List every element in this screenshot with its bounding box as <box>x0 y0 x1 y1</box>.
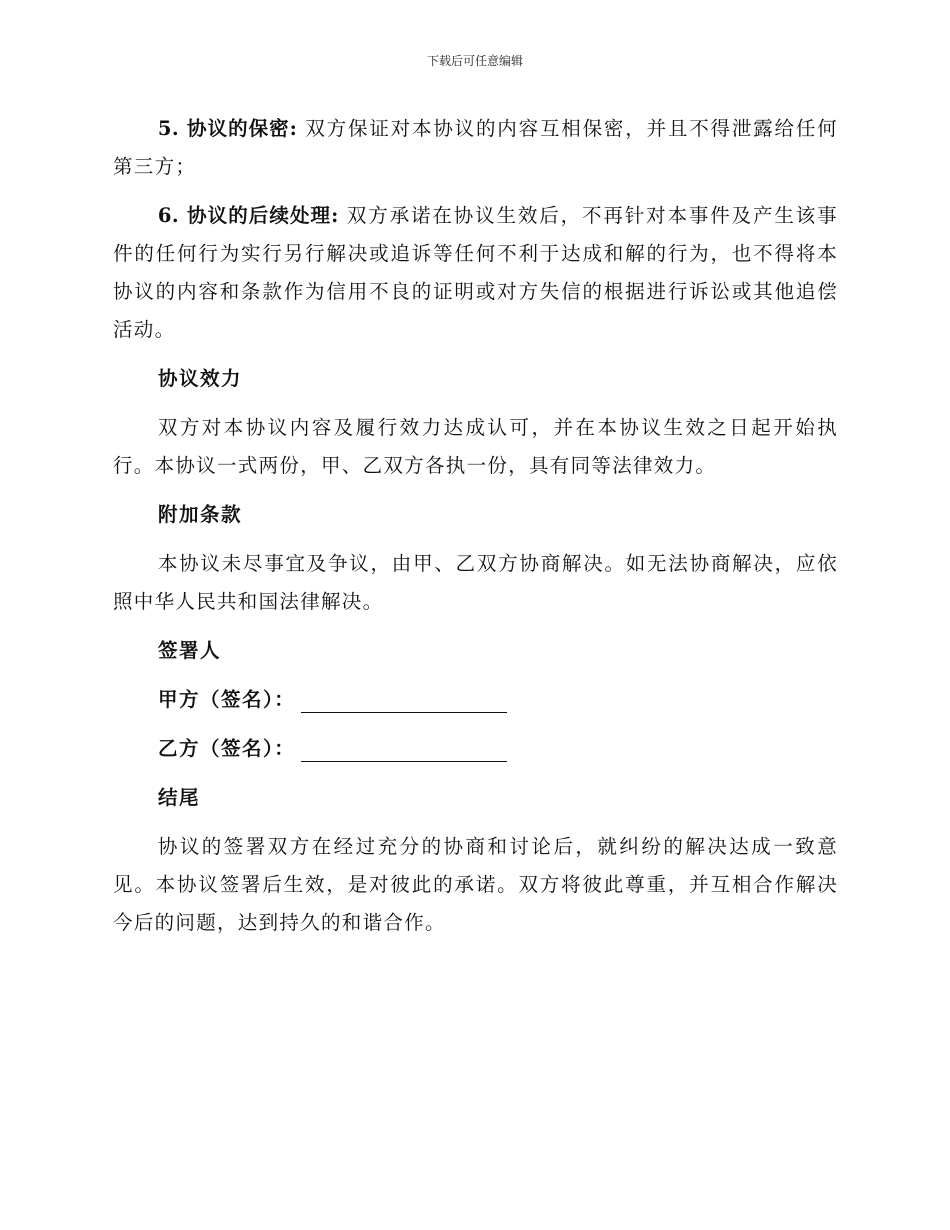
clause-text: 双方承诺在协议生效后，不再针对本事件及产生该事件的任何行为实行另行解决或追诉等任何不利于达成和解的行为，也不得将本协议的内容和条款作为信用不良的证明或对方失信的根据进行诉讼或其他追偿活动。 <box>113 204 838 341</box>
clause-confidentiality <box>113 110 838 186</box>
page-header: 下载后可任意编辑 <box>426 54 523 68</box>
section-text-effect: 双方对本协议内容及履行效力达成认可，并在本协议生效之日起开始执行。本协议一式两份，甲、乙双方各执一份，具有同等法律效力。 <box>113 416 838 477</box>
clause-text: 双方保证对本协议的内容互相保密，并且不得泄露给任何第三方； <box>113 117 838 178</box>
section-heading-effect: 协议效力 <box>158 367 243 390</box>
section-heading-signatories: 签署人 <box>158 639 222 662</box>
signature-row-party-a <box>113 681 838 719</box>
section-text-additional: 本协议未尽事宜及争议，由甲、乙双方协商解决。如无法协商解决，应依照中华人民共和国法律解决。 <box>113 552 838 613</box>
clause-title: 6. 协议的后续处理: <box>157 204 339 227</box>
signature-label-party-b: 乙方（签名）： <box>158 737 296 760</box>
section-heading-closing: 结尾 <box>158 786 201 809</box>
section-heading-additional: 附加条款 <box>158 503 243 526</box>
clause-title: 5. 协议的保密: <box>157 117 298 140</box>
signature-line-party-b[interactable] <box>301 733 507 762</box>
signature-line-party-a[interactable] <box>301 684 507 713</box>
signature-label-party-a: 甲方（签名）： <box>158 688 296 711</box>
section-text-closing: 协议的签署双方在经过充分的协商和讨论后，就纠纷的解决达成一致意见。本协议签署后生效，是对彼此的承诺。双方将彼此尊重，并互相合作解决今后的问题，达到持久的和谐合作。 <box>113 835 838 934</box>
signature-row-party-b <box>113 730 838 768</box>
document-body <box>113 110 838 953</box>
clause-follow-up <box>113 197 838 349</box>
